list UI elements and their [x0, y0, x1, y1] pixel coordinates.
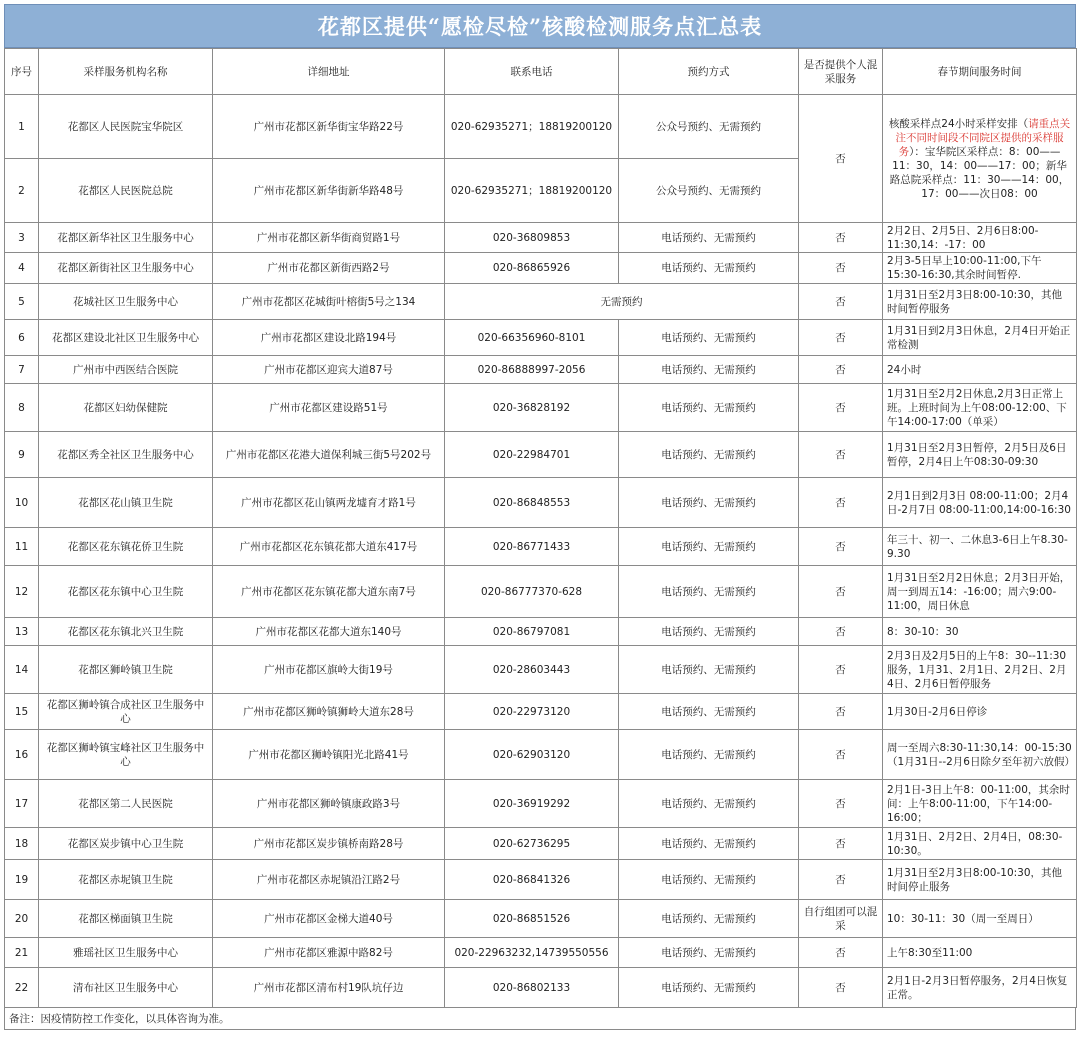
cell-hours: 2月1日-2月3日暂停服务，2月4日恢复正常。 — [883, 968, 1077, 1008]
cell-name: 花都区梯面镇卫生院 — [39, 900, 213, 938]
cell-booking: 公众号预约、无需预约 — [619, 95, 799, 159]
cell-mixed: 否 — [799, 95, 883, 223]
cell-index: 15 — [5, 694, 39, 730]
cell-booking: 电话预约、无需预约 — [619, 253, 799, 284]
cell-mixed: 否 — [799, 646, 883, 694]
table-row — [5, 528, 1077, 566]
cell-index: 11 — [5, 528, 39, 566]
service-points-table — [4, 48, 1077, 1008]
cell-hours: 1月31日至2月3日8:00-10:30，其他时间停止服务 — [883, 860, 1077, 900]
cell-hours: 2月3日及2月5日的上午8：30--11:30服务，1月31、2月1日、2月2日、2月4日、2月6日暂停服务 — [883, 646, 1077, 694]
cell-phone: 020-86802133 — [445, 968, 619, 1008]
cell-booking: 电话预约、无需预约 — [619, 356, 799, 384]
table-row — [5, 95, 1077, 159]
cell-index: 4 — [5, 253, 39, 284]
cell-index: 13 — [5, 618, 39, 646]
cell-index: 19 — [5, 860, 39, 900]
cell-index: 1 — [5, 95, 39, 159]
cell-name: 花都区花东镇花侨卫生院 — [39, 528, 213, 566]
cell-hours: 2月1日-3日上午8：00-11:00，其余时间：上午8:00-11:00，下午14:00-16:00； — [883, 780, 1077, 828]
cell-address: 广州市花都区花山镇两龙墟育才路1号 — [213, 478, 445, 528]
cell-address: 广州市花都区旗岭大街19号 — [213, 646, 445, 694]
cell-hours: 8：30-10：30 — [883, 618, 1077, 646]
cell-name: 花都区人民医院宝华院区 — [39, 95, 213, 159]
table-row — [5, 566, 1077, 618]
cell-booking: 电话预约、无需预约 — [619, 384, 799, 432]
cell-hours: 2月3-5日早上10:00-11:00,下午15:30-16:30,其余时间暂停. — [883, 253, 1077, 284]
cell-hours: 1月31日到2月3日休息，2月4日开始正常检测 — [883, 320, 1077, 356]
cell-address: 广州市花都区建设北路194号 — [213, 320, 445, 356]
header-address: 详细地址 — [213, 49, 445, 95]
cell-name: 花都区赤坭镇卫生院 — [39, 860, 213, 900]
cell-mixed: 否 — [799, 384, 883, 432]
cell-booking: 电话预约、无需预约 — [619, 618, 799, 646]
cell-mixed: 否 — [799, 938, 883, 968]
cell-index: 18 — [5, 828, 39, 860]
header-row — [5, 49, 1077, 95]
cell-booking: 电话预约、无需预约 — [619, 938, 799, 968]
cell-address: 广州市花都区新街西路2号 — [213, 253, 445, 284]
table-row — [5, 284, 1077, 320]
table-row — [5, 356, 1077, 384]
cell-phone: 020-86797081 — [445, 618, 619, 646]
cell-booking: 电话预约、无需预约 — [619, 320, 799, 356]
table-row — [5, 860, 1077, 900]
cell-hours: 10：30-11：30（周一至周日） — [883, 900, 1077, 938]
cell-address: 广州市花都区迎宾大道87号 — [213, 356, 445, 384]
cell-name: 花都区人民医院总院 — [39, 159, 213, 223]
cell-mixed: 否 — [799, 320, 883, 356]
cell-address: 广州市花都区新华街宝华路22号 — [213, 95, 445, 159]
cell-index: 17 — [5, 780, 39, 828]
cell-hours: 2月2日、2月5日、2月6日8:00-11:30,14：-17：00 — [883, 223, 1077, 253]
cell-mixed: 否 — [799, 780, 883, 828]
cell-name: 花都区新华社区卫生服务中心 — [39, 223, 213, 253]
cell-booking: 电话预约、无需预约 — [619, 478, 799, 528]
cell-address: 广州市花都区雅源中路82号 — [213, 938, 445, 968]
hours-text-highlight: 请重点关注不同时间段不同院区提供的采样服务 — [895, 117, 1071, 158]
cell-address: 广州市花都区花城街叶榕街5号之134 — [213, 284, 445, 320]
cell-mixed: 否 — [799, 478, 883, 528]
table-row — [5, 730, 1077, 780]
cell-hours-merged — [883, 95, 1077, 223]
cell-booking: 电话预约、无需预约 — [619, 694, 799, 730]
cell-name: 花都区花东镇北兴卫生院 — [39, 618, 213, 646]
cell-address: 广州市花都区狮岭镇阳光北路41号 — [213, 730, 445, 780]
cell-name: 花城社区卫生服务中心 — [39, 284, 213, 320]
cell-phone: 020-86888997-2056 — [445, 356, 619, 384]
cell-address: 广州市花都区炭步镇桥南路28号 — [213, 828, 445, 860]
cell-address: 广州市花都区新华街商贸路1号 — [213, 223, 445, 253]
cell-mixed: 否 — [799, 528, 883, 566]
cell-mixed: 否 — [799, 566, 883, 618]
summary-sheet — [4, 4, 1076, 1030]
table-row — [5, 478, 1077, 528]
cell-booking: 电话预约、无需预约 — [619, 432, 799, 478]
cell-phone: 020-62903120 — [445, 730, 619, 780]
cell-booking: 电话预约、无需预约 — [619, 646, 799, 694]
cell-booking: 电话预约、无需预约 — [619, 900, 799, 938]
cell-hours: 1月31日至2月3日暂停，2月5日及6日暂停，2月4日上午08:30-09:30 — [883, 432, 1077, 478]
hours-text-b: ）：宝华院区采样点：8：00——11：30，14：00——17：00；新华路总院采样点：11：30——14：00，17：00——次日08：00 — [889, 145, 1070, 200]
cell-address: 广州市花都区花东镇花都大道东417号 — [213, 528, 445, 566]
cell-mixed: 否 — [799, 356, 883, 384]
table-row — [5, 223, 1077, 253]
cell-phone: 020-22973120 — [445, 694, 619, 730]
table-row — [5, 900, 1077, 938]
cell-mixed: 否 — [799, 828, 883, 860]
cell-phone: 020-86851526 — [445, 900, 619, 938]
cell-address: 广州市花都区狮岭镇狮岭大道东28号 — [213, 694, 445, 730]
cell-mixed: 否 — [799, 860, 883, 900]
cell-phone: 020-22963232,14739550556 — [445, 938, 619, 968]
header-index: 序号 — [5, 49, 39, 95]
cell-index: 10 — [5, 478, 39, 528]
cell-index: 20 — [5, 900, 39, 938]
cell-booking: 电话预约、无需预约 — [619, 860, 799, 900]
cell-hours: 1月31日、2月2日、2月4日，08:30-10:30。 — [883, 828, 1077, 860]
cell-hours: 上午8:30至11:00 — [883, 938, 1077, 968]
cell-name: 清布社区卫生服务中心 — [39, 968, 213, 1008]
cell-name: 花都区第二人民医院 — [39, 780, 213, 828]
cell-address: 广州市花都区花港大道保利城三街5号202号 — [213, 432, 445, 478]
table-row — [5, 938, 1077, 968]
cell-phone: 020-36919292 — [445, 780, 619, 828]
cell-mixed: 否 — [799, 284, 883, 320]
cell-hours: 周一至周六8:30-11:30,14：00-15:30（1月31日--2月6日除夕至年初六放假） — [883, 730, 1077, 780]
footnote: 备注：因疫情防控工作变化，以具体咨询为准。 — [4, 1008, 1076, 1030]
cell-phone: 020-62736295 — [445, 828, 619, 860]
cell-booking: 电话预约、无需预约 — [619, 968, 799, 1008]
cell-mixed: 否 — [799, 968, 883, 1008]
table-row — [5, 432, 1077, 478]
cell-booking: 无需预约 — [445, 284, 799, 320]
cell-mixed: 否 — [799, 432, 883, 478]
cell-index: 8 — [5, 384, 39, 432]
cell-hours: 24小时 — [883, 356, 1077, 384]
cell-phone: 020-62935271；18819200120 — [445, 159, 619, 223]
cell-hours: 1月31日至2月3日8:00-10:30，其他时间暂停服务 — [883, 284, 1077, 320]
table-row — [5, 968, 1077, 1008]
cell-booking: 电话预约、无需预约 — [619, 528, 799, 566]
cell-phone: 020-86865926 — [445, 253, 619, 284]
cell-name: 花都区新街社区卫生服务中心 — [39, 253, 213, 284]
header-booking: 预约方式 — [619, 49, 799, 95]
cell-address: 广州市花都区花都大道东140号 — [213, 618, 445, 646]
cell-index: 5 — [5, 284, 39, 320]
cell-mixed: 否 — [799, 694, 883, 730]
cell-phone: 020-62935271；18819200120 — [445, 95, 619, 159]
cell-hours: 1月30日-2月6日停诊 — [883, 694, 1077, 730]
cell-phone: 020-86848553 — [445, 478, 619, 528]
header-phone: 联系电话 — [445, 49, 619, 95]
cell-address: 广州市花都区金梯大道40号 — [213, 900, 445, 938]
cell-phone: 020-66356960-8101 — [445, 320, 619, 356]
cell-mixed: 否 — [799, 618, 883, 646]
cell-index: 21 — [5, 938, 39, 968]
cell-name: 花都区狮岭镇宝峰社区卫生服务中心 — [39, 730, 213, 780]
table-row — [5, 780, 1077, 828]
header-mixed: 是否提供个人混采服务 — [799, 49, 883, 95]
cell-name: 广州市中西医结合医院 — [39, 356, 213, 384]
cell-phone: 020-28603443 — [445, 646, 619, 694]
cell-hours: 1月31日至2月2日休息；2月3日开始，周一到周五14：-16:00；周六9:00-11:00，周日休息 — [883, 566, 1077, 618]
cell-booking: 电话预约、无需预约 — [619, 828, 799, 860]
cell-hours: 年三十、初一、二休息3-6日上午8.30-9.30 — [883, 528, 1077, 566]
cell-name: 花都区狮岭镇合成社区卫生服务中心 — [39, 694, 213, 730]
table-row — [5, 694, 1077, 730]
cell-index: 2 — [5, 159, 39, 223]
cell-index: 9 — [5, 432, 39, 478]
cell-index: 16 — [5, 730, 39, 780]
cell-name: 花都区炭步镇中心卫生院 — [39, 828, 213, 860]
cell-address: 广州市花都区赤坭镇沿江路2号 — [213, 860, 445, 900]
header-hours: 春节期间服务时间 — [883, 49, 1077, 95]
table-row — [5, 320, 1077, 356]
cell-address: 广州市花都区花东镇花都大道东南7号 — [213, 566, 445, 618]
cell-name: 花都区秀全社区卫生服务中心 — [39, 432, 213, 478]
table-row — [5, 828, 1077, 860]
header-name: 采样服务机构名称 — [39, 49, 213, 95]
cell-address: 广州市花都区建设路51号 — [213, 384, 445, 432]
cell-phone: 020-36828192 — [445, 384, 619, 432]
cell-name: 雅瑶社区卫生服务中心 — [39, 938, 213, 968]
cell-name: 花都区建设北社区卫生服务中心 — [39, 320, 213, 356]
table-row — [5, 384, 1077, 432]
cell-phone: 020-36809853 — [445, 223, 619, 253]
cell-index: 3 — [5, 223, 39, 253]
cell-mixed: 否 — [799, 730, 883, 780]
cell-phone: 020-86841326 — [445, 860, 619, 900]
cell-phone: 020-86771433 — [445, 528, 619, 566]
cell-index: 22 — [5, 968, 39, 1008]
cell-index: 6 — [5, 320, 39, 356]
hours-text-a: 核酸采样点24小时采样安排（ — [888, 117, 1029, 130]
cell-name: 花都区花山镇卫生院 — [39, 478, 213, 528]
cell-booking: 电话预约、无需预约 — [619, 730, 799, 780]
cell-mixed: 否 — [799, 253, 883, 284]
cell-booking: 电话预约、无需预约 — [619, 566, 799, 618]
page-title: 花都区提供“愿检尽检”核酸检测服务点汇总表 — [4, 4, 1076, 48]
cell-hours: 1月31日至2月2日休息,2月3日正常上班。上班时间为上午08:00-12:00、下午14:00-17:00（单采） — [883, 384, 1077, 432]
cell-name: 花都区狮岭镇卫生院 — [39, 646, 213, 694]
cell-mixed: 否 — [799, 223, 883, 253]
cell-booking: 电话预约、无需预约 — [619, 223, 799, 253]
cell-index: 14 — [5, 646, 39, 694]
cell-phone: 020-86777370-628 — [445, 566, 619, 618]
cell-index: 7 — [5, 356, 39, 384]
table-row — [5, 646, 1077, 694]
cell-address: 广州市花都区新华街新华路48号 — [213, 159, 445, 223]
cell-booking: 公众号预约、无需预约 — [619, 159, 799, 223]
cell-address: 广州市花都区清布村19队坑仔边 — [213, 968, 445, 1008]
cell-name: 花都区妇幼保健院 — [39, 384, 213, 432]
cell-address: 广州市花都区狮岭镇康政路3号 — [213, 780, 445, 828]
cell-name: 花都区花东镇中心卫生院 — [39, 566, 213, 618]
cell-booking: 电话预约、无需预约 — [619, 780, 799, 828]
table-row — [5, 253, 1077, 284]
cell-hours: 2月1日到2月3日 08:00-11:00；2月4日-2月7日 08:00-11:00,14:00-16:30 — [883, 478, 1077, 528]
cell-index: 12 — [5, 566, 39, 618]
cell-phone: 020-22984701 — [445, 432, 619, 478]
table-row — [5, 618, 1077, 646]
cell-mixed: 自行组团可以混采 — [799, 900, 883, 938]
